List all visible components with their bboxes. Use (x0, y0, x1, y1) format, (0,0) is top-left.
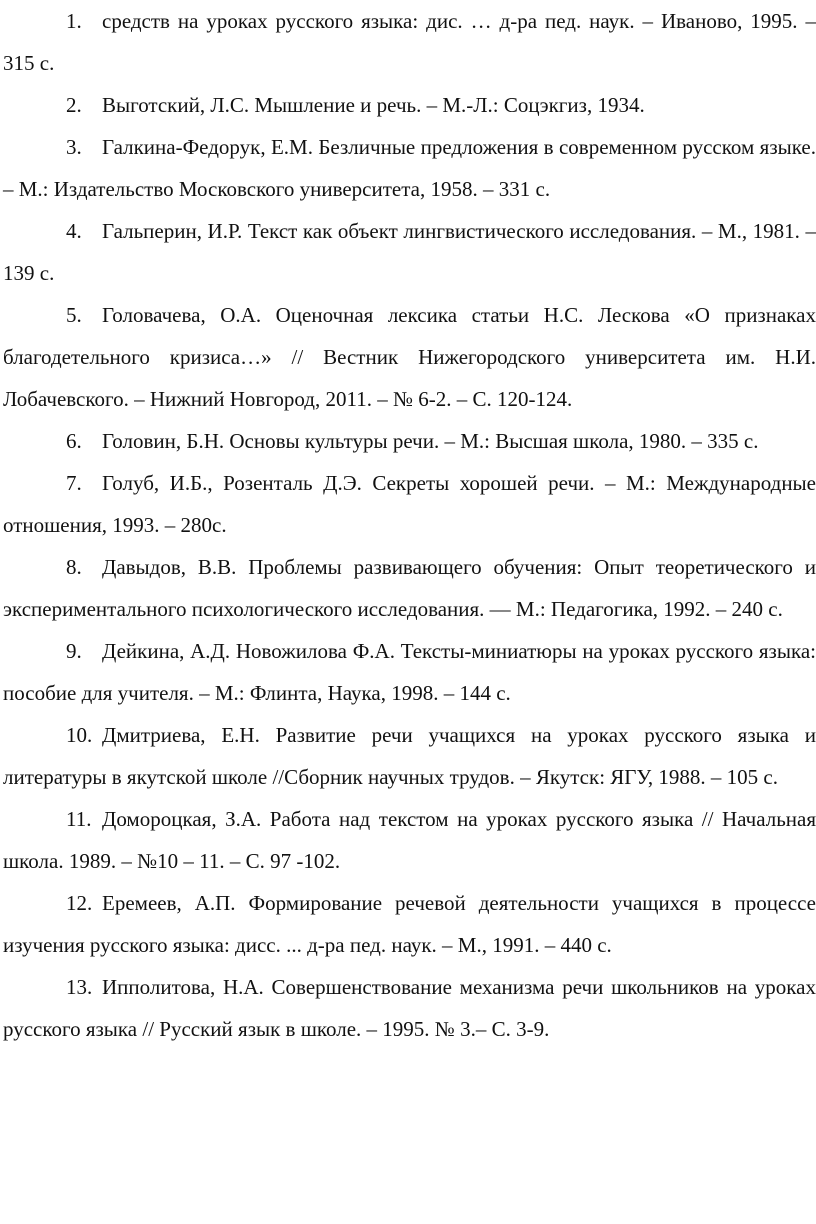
reference-entry (3, 126, 816, 210)
reference-entry (3, 420, 816, 462)
reference-number: 6. (66, 429, 82, 453)
reference-number: 9. (66, 639, 82, 663)
reference-text: Галкина-Федорук, Е.М. Безличные предложения в современном русском языке. – М.: Издательство Московского университета, 1958. – 331 с. (3, 135, 816, 201)
reference-entry (3, 210, 816, 294)
reference-number: 12. (66, 891, 93, 915)
reference-number: 13. (66, 975, 93, 999)
reference-text: Головачева, О.А. Оценочная лексика статьи Н.С. Лескова «О признаках благодетельного кризиса…» // Вестник Нижегородского университета им. Н.И. Лобачевского. – Нижний Новгород, 2011. – № 6-2. – С. 120-124. (3, 303, 816, 411)
reference-entry (3, 882, 816, 966)
reference-entry (3, 966, 816, 1050)
reference-number: 8. (66, 555, 82, 579)
reference-text: Голуб, И.Б., Розенталь Д.Э. Секреты хорошей речи. – М.: Международные отношения, 1993. – 280с. (3, 471, 816, 537)
reference-entry (3, 630, 816, 714)
reference-entry (3, 798, 816, 882)
reference-text: Дейкина, А.Д. Новожилова Ф.А. Тексты-миниатюры на уроках русского языка: пособие для учителя. – М.: Флинта, Наука, 1998. – 144 с. (3, 639, 816, 705)
reference-text: Дмитриева, Е.Н. Развитие речи учащихся на уроках русского языка и литературы в якутской школе //Сборник научных трудов. – Якутск: ЯГУ, 1988. – 105 с. (3, 723, 816, 789)
reference-text: средств на уроках русского языка: дис. … д-ра пед. наук. – Иваново, 1995. – 315 с. (3, 9, 816, 75)
reference-number: 3. (66, 135, 82, 159)
reference-entry (3, 462, 816, 546)
reference-number: 10. (66, 723, 93, 747)
reference-text: Ипполитова, Н.А. Совершенствование механизма речи школьников на уроках русского языка // Русский язык в школе. – 1995. № 3.– С. 3-9. (3, 975, 816, 1041)
reference-number: 7. (66, 471, 82, 495)
reference-number: 2. (66, 93, 82, 117)
reference-number: 1. (66, 9, 82, 33)
reference-text: Головин, Б.Н. Основы культуры речи. – М.: Высшая школа, 1980. – 335 с. (102, 429, 759, 453)
reference-text: Еремеев, А.П. Формирование речевой деятельности учащихся в процессе изучения русского языка: дисс. ... д-ра пед. наук. – М., 1991. – 440 с. (3, 891, 816, 957)
reference-entry (3, 84, 816, 126)
reference-number: 4. (66, 219, 82, 243)
reference-entry (3, 546, 816, 630)
reference-entry (3, 294, 816, 420)
reference-text: Давыдов, В.В. Проблемы развивающего обучения: Опыт теоретического и экспериментального психологического исследования. — М.: Педагогика, 1992. – 240 с. (3, 555, 816, 621)
reference-number: 5. (66, 303, 82, 327)
reference-entry (3, 714, 816, 798)
reference-text: Гальперин, И.Р. Текст как объект лингвистического исследования. – М., 1981. – 139 с. (3, 219, 816, 285)
reference-text: Домороцкая, З.А. Работа над текстом на уроках русского языка // Начальная школа. 1989. – №10 – 11. – С. 97 -102. (3, 807, 816, 873)
reference-number: 11. (66, 807, 92, 831)
reference-text: Выготский, Л.С. Мышление и речь. – М.-Л.: Соцэкгиз, 1934. (102, 93, 645, 117)
reference-entry (3, 0, 816, 84)
reference-list-page (3, 0, 816, 1050)
